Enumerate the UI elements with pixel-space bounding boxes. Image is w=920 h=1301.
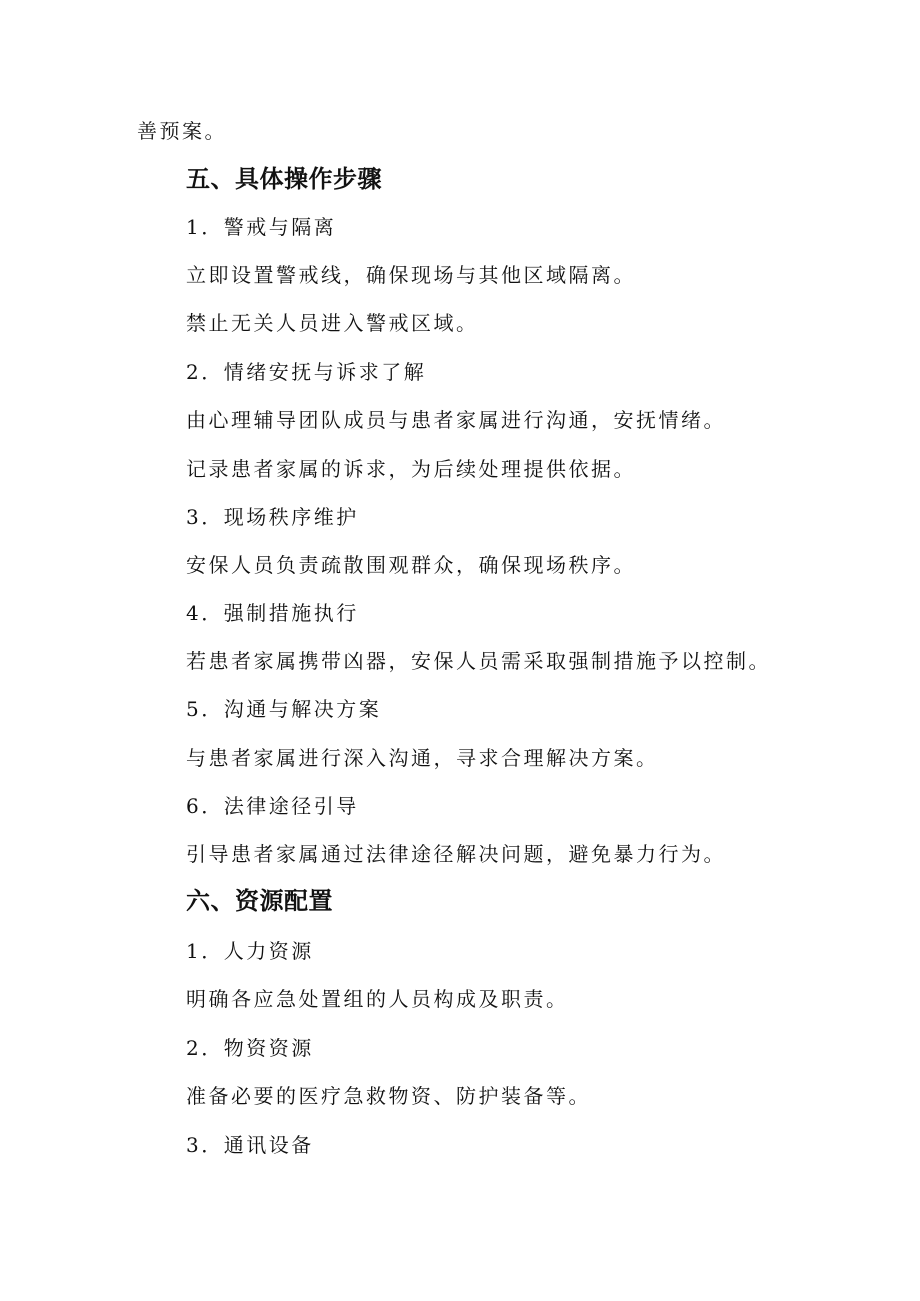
paragraph: 由心理辅导团队成员与患者家属进行沟通，安抚情绪。 <box>186 408 726 432</box>
paragraph: 安保人员负责疏散围观群众，确保现场秩序。 <box>186 553 636 577</box>
subheading-6-2: 2．物资资源 <box>186 1036 314 1060</box>
subheading-5-3: 3．现场秩序维护 <box>186 505 359 529</box>
paragraph: 禁止无关人员进入警戒区域。 <box>186 311 479 335</box>
subheading-5-4: 4．强制措施执行 <box>186 601 359 625</box>
subheading-5-2: 2．情绪安抚与诉求了解 <box>186 360 427 384</box>
subheading-6-1: 1．人力资源 <box>186 939 314 963</box>
paragraph: 引导患者家属通过法律途径解决问题，避免暴力行为。 <box>186 842 726 866</box>
paragraph-continuation: 善预案。 <box>137 119 227 143</box>
paragraph: 准备必要的医疗急救物资、防护装备等。 <box>186 1084 591 1108</box>
section-heading-5: 五、具体操作步骤 <box>186 165 382 193</box>
subheading-5-6: 6．法律途径引导 <box>186 794 359 818</box>
paragraph: 与患者家属进行深入沟通，寻求合理解决方案。 <box>186 746 659 770</box>
subheading-6-3: 3．通讯设备 <box>186 1133 314 1157</box>
subheading-5-5: 5．沟通与解决方案 <box>186 697 382 721</box>
paragraph: 若患者家属携带凶器，安保人员需采取强制措施予以控制。 <box>186 649 771 673</box>
paragraph: 明确各应急处置组的人员构成及职责。 <box>186 987 569 1011</box>
paragraph: 立即设置警戒线，确保现场与其他区域隔离。 <box>186 263 636 287</box>
subheading-5-1: 1．警戒与隔离 <box>186 215 337 239</box>
paragraph: 记录患者家属的诉求，为后续处理提供依据。 <box>186 457 636 481</box>
section-heading-6: 六、资源配置 <box>186 887 333 915</box>
